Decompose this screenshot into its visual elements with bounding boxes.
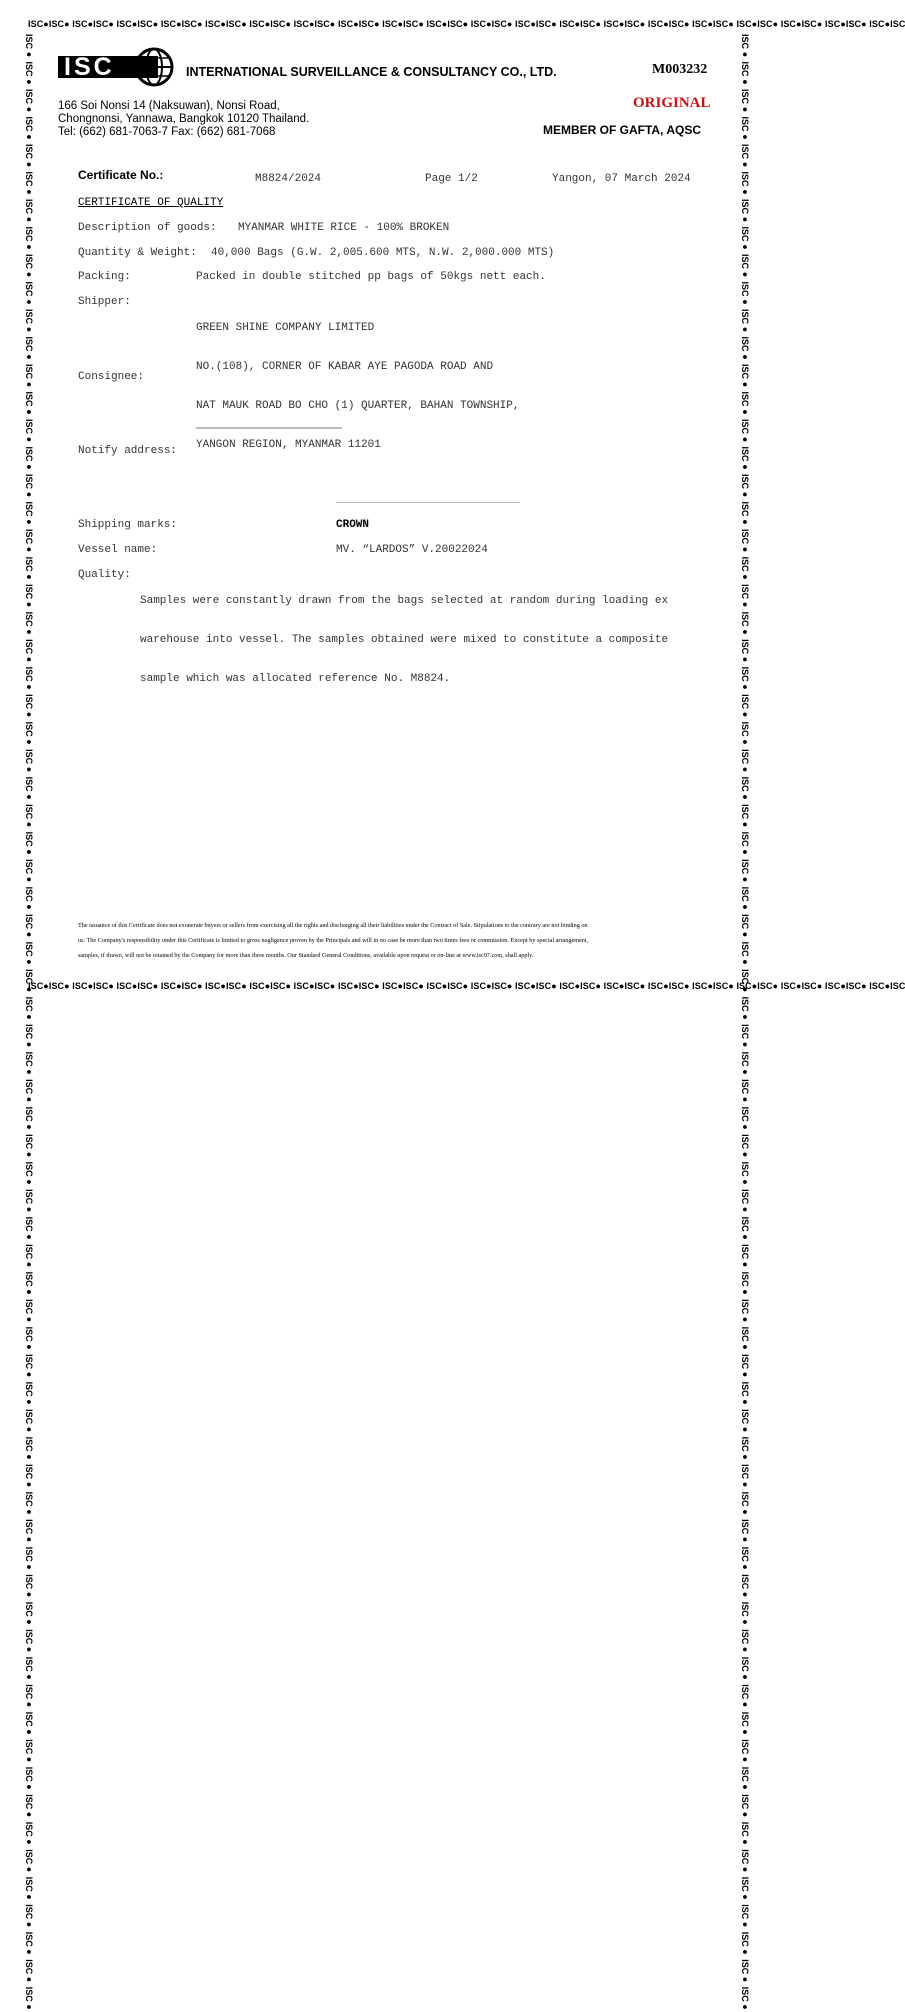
footer-disclaimer	[78, 918, 718, 963]
quality-block	[140, 569, 668, 699]
shipper-label: Shipper:	[78, 296, 131, 308]
border-left	[22, 34, 36, 2012]
border-bottom: ISC●ISC● ISC●ISC● ISC●ISC● ISC●ISC● ISC●ISC● ISC●ISC● ISC●ISC● ISC●ISC● ISC●ISC● ISC●ISC● ISC●ISC● ISC●ISC● ISC●ISC● ISC●ISC● ISC●ISC● ISC●ISC● ISC●ISC● ISC●ISC● ISC●ISC● ISC●ISC	[28, 981, 905, 991]
border-right	[738, 34, 752, 2012]
original-stamp: ORIGINAL	[633, 95, 711, 111]
redacted-consignee	[196, 427, 342, 429]
page-number: Page 1/2	[425, 173, 478, 185]
shipper-line: GREEN SHINE COMPANY LIMITED	[196, 322, 375, 334]
shipper-line: YANGON REGION, MYANMAR 11201	[196, 439, 381, 451]
vessel-value: MV. “LARDOS” V.20022024	[336, 544, 488, 556]
certificate-no-label: Certificate No.:	[78, 168, 164, 182]
logo-text: ISC	[64, 53, 115, 81]
redacted-notify	[336, 502, 520, 503]
quality-line: warehouse into vessel. The samples obtained were mixed to constitute a composite	[140, 634, 669, 646]
quantity-label: Quantity & Weight:	[78, 247, 197, 259]
address-line: Chongnonsi, Yannawa, Bangkok 10120 Thailand.	[58, 113, 310, 125]
membership: MEMBER OF GAFTA, AQSC	[543, 123, 701, 137]
packing-value: Packed in double stitched pp bags of 50kgs nett each.	[196, 271, 546, 283]
quality-label: Quality:	[78, 569, 131, 581]
certificate-number: M8824/2024	[255, 173, 322, 185]
company-name: INTERNATIONAL SURVEILLANCE & CONSULTANCY CO., LTD.	[186, 65, 557, 79]
shipper-line: NO.(108), CORNER OF KABAR AYE PAGODA ROAD AND	[196, 361, 494, 373]
isc-logo	[58, 47, 176, 87]
footer-line: samples, if drawn, will not be retained by the Company for more than three months. Our Standard General Conditions, available upon request or on-line at www.isc97.com, shall apply.	[78, 952, 534, 959]
border-left-text: ISC● ISC● ISC● ISC● ISC● ISC● ISC● ISC● ISC● ISC● ISC● ISC● ISC● ISC● ISC● ISC● ISC● ISC● ISC● ISC● ISC● ISC● ISC● ISC● ISC● ISC● ISC● ISC● ISC● ISC● ISC● ISC● ISC● ISC● ISC● ISC● ISC● ISC● ISC● ISC● ISC● ISC● ISC● ISC● ISC● ISC● ISC● ISC● ISC● ISC● ISC● ISC● ISC● ISC● ISC● ISC● ISC● ISC● ISC● ISC● ISC● ISC● ISC● ISC● ISC● ISC● ISC● ISC● ISC● ISC● ISC● ISC●	[24, 34, 34, 2012]
quality-line: sample which was allocated reference No. M8824.	[140, 673, 451, 685]
shipper-block	[196, 296, 519, 465]
address-line: 166 Soi Nonsi 14 (Naksuwan), Nonsi Road,	[58, 100, 280, 112]
shipping-marks-label: Shipping marks:	[78, 519, 178, 531]
footer-line: The issuance of this Certificate does not exonerate buyers or sellers from exercising all the rights and discharging all their liabilities under the Contract of Sale. Stipulations to the contrary are not binding on	[78, 922, 588, 929]
certificate-code: M003232	[652, 62, 708, 77]
packing-label: Packing:	[78, 271, 131, 283]
consignee-label: Consignee:	[78, 371, 145, 383]
company-address	[58, 100, 309, 139]
quantity-value: 40,000 Bags (G.W. 2,005.600 MTS, N.W. 2,000.000 MTS)	[211, 247, 555, 259]
shipper-line: NAT MAUK ROAD BO CHO (1) QUARTER, BAHAN TOWNSHIP,	[196, 400, 520, 412]
border-right-text: ISC● ISC● ISC● ISC● ISC● ISC● ISC● ISC● ISC● ISC● ISC● ISC● ISC● ISC● ISC● ISC● ISC● ISC● ISC● ISC● ISC● ISC● ISC● ISC● ISC● ISC● ISC● ISC● ISC● ISC● ISC● ISC● ISC● ISC● ISC● ISC● ISC● ISC● ISC● ISC● ISC● ISC● ISC● ISC● ISC● ISC● ISC● ISC● ISC● ISC● ISC● ISC● ISC● ISC● ISC● ISC● ISC● ISC● ISC● ISC● ISC● ISC● ISC● ISC● ISC● ISC● ISC● ISC● ISC● ISC● ISC● ISC●	[740, 34, 750, 2012]
border-top: ISC●ISC● ISC●ISC● ISC●ISC● ISC●ISC● ISC●ISC● ISC●ISC● ISC●ISC● ISC●ISC● ISC●ISC● ISC●ISC● ISC●ISC● ISC●ISC● ISC●ISC● ISC●ISC● ISC●ISC● ISC●ISC● ISC●ISC● ISC●ISC● ISC●ISC● ISC●ISC	[28, 19, 905, 29]
quality-line: Samples were constantly drawn from the bags selected at random during loading ex	[140, 595, 669, 607]
certificate-heading: CERTIFICATE OF QUALITY	[78, 197, 224, 209]
footer-line: us. The Company's responsibility under this Certificate is limited to gross negligence proven by the Principals and will in no case be more than two times fees or commission. Except by special arrangement,	[78, 937, 589, 944]
description-label: Description of goods:	[78, 222, 217, 234]
place-date: Yangon, 07 March 2024	[552, 173, 691, 185]
address-line: Tel: (662) 681-7063-7 Fax: (662) 681-7068	[58, 126, 276, 138]
vessel-label: Vessel name:	[78, 544, 158, 556]
notify-label: Notify address:	[78, 445, 178, 457]
shipping-marks-value: CROWN	[336, 519, 370, 531]
description-value: MYANMAR WHITE RICE - 100% BROKEN	[238, 222, 450, 234]
